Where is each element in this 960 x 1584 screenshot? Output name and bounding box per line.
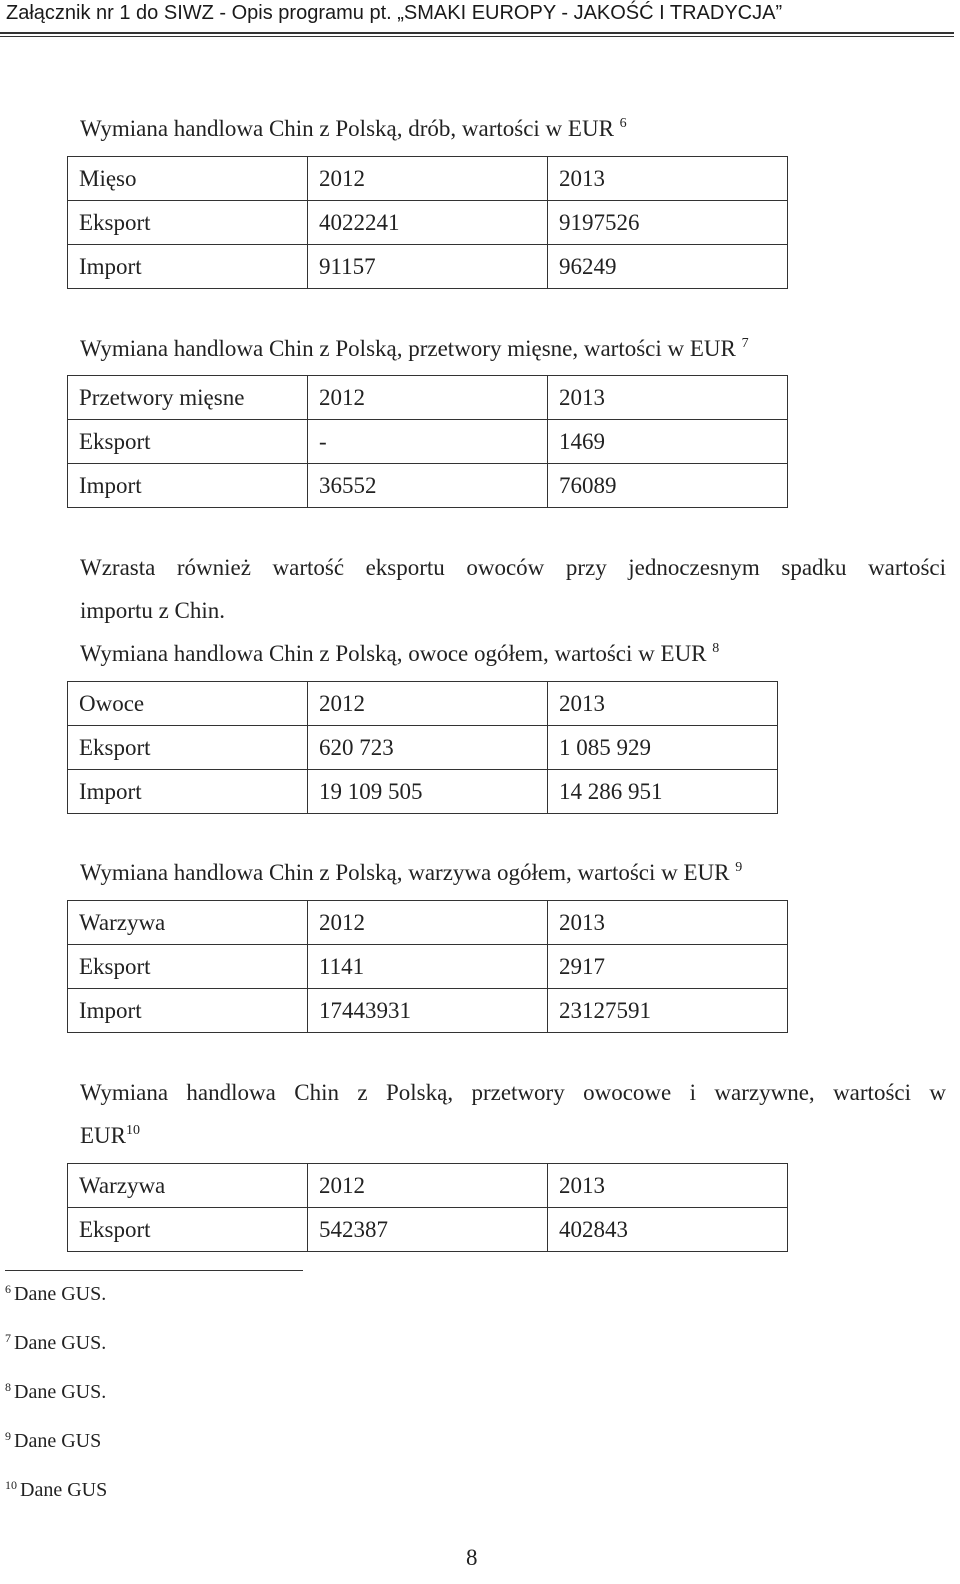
footnote — [5, 1380, 106, 1406]
header-title: Załącznik nr 1 do SIWZ - Opis programu pt. „SMAKI EUROPY - JAKOŚĆ I TRADYCJA” — [6, 2, 783, 24]
table-cell: 2013 — [548, 682, 778, 726]
footnote-text: Dane GUS — [20, 1479, 108, 1501]
table-cell: - — [308, 420, 548, 464]
table-caption-vegetables: Wymiana handlowa Chin z Polską, warzywa ogółem, wartości w EUR $^9$ — [80, 860, 743, 885]
table-cell: Import — [68, 770, 308, 814]
footnote-divider — [5, 1270, 303, 1271]
footnote-text: Dane GUS — [14, 1430, 102, 1452]
table-cell: Eksport — [68, 1208, 308, 1252]
footnote-number: 7 — [5, 1331, 11, 1345]
table-header-row — [68, 682, 778, 726]
table-row — [68, 945, 788, 989]
page-number: 8 — [466, 1545, 478, 1570]
table-caption-poultry: Wymiana handlowa Chin z Polską, drób, wartości w EUR $^6$ — [80, 116, 627, 141]
table-header-row — [68, 157, 788, 201]
table-cell: Import — [68, 989, 308, 1033]
table-row — [68, 770, 778, 814]
table-cell: 1141 — [308, 945, 548, 989]
table-cell: 96249 — [548, 245, 788, 289]
table-cell: Warzywa — [68, 1164, 308, 1208]
table-cell: 2012 — [308, 157, 548, 201]
table-cell: 402843 — [548, 1208, 788, 1252]
table-cell: 36552 — [308, 464, 548, 508]
table-caption-fruits: Wymiana handlowa Chin z Polską, owoce ogółem, wartości w EUR $^8$ — [80, 641, 720, 666]
table-row — [68, 464, 788, 508]
footnote-ref: 9 — [735, 860, 743, 875]
table-caption-meat-products: Wymiana handlowa Chin z Polską, przetwory mięsne, wartości w EUR $^7$ — [80, 336, 749, 361]
table-cell: Import — [68, 464, 308, 508]
table-cell: 2012 — [308, 376, 548, 420]
footnote — [5, 1478, 107, 1504]
table-row — [68, 989, 788, 1033]
table-cell: 2013 — [548, 1164, 788, 1208]
table-header-row — [68, 1164, 788, 1208]
table-cell: Owoce — [68, 682, 308, 726]
table-cell: 23127591 — [548, 989, 788, 1033]
caption-line: Wymiana handlowa Chin z Polską, przetwory owocowe i warzywne, wartości w — [80, 1080, 946, 1105]
paragraph-line: importu z Chin. — [80, 598, 226, 623]
footnote-number: 8 — [5, 1380, 11, 1394]
table-poultry — [67, 156, 788, 289]
table-row — [68, 1208, 788, 1252]
table-cell: 19 109 505 — [308, 770, 548, 814]
table-cell: 9197526 — [548, 201, 788, 245]
table-cell: 2012 — [308, 1164, 548, 1208]
document-header — [6, 0, 954, 36]
table-cell: 14 286 951 — [548, 770, 778, 814]
table-cell: Warzywa — [68, 901, 308, 945]
table-cell: 17443931 — [308, 989, 548, 1033]
table-cell: Mięso — [68, 157, 308, 201]
table-cell: Eksport — [68, 726, 308, 770]
table-cell: 4022241 — [308, 201, 548, 245]
table-cell: 620 723 — [308, 726, 548, 770]
footnote-text: Dane GUS. — [14, 1283, 107, 1305]
footnote-ref: 8 — [712, 641, 720, 656]
table-row — [68, 726, 778, 770]
table-cell: 2013 — [548, 157, 788, 201]
table-cell: 542387 — [308, 1208, 548, 1252]
table-row — [68, 201, 788, 245]
footnote-number: 6 — [5, 1282, 11, 1296]
table-cell: Przetwory mięsne — [68, 376, 308, 420]
footnote-ref: 7 — [741, 336, 749, 351]
table-processed-fruit-veg — [67, 1163, 788, 1252]
footnote-number: 9 — [5, 1429, 11, 1443]
table-cell: 2012 — [308, 682, 548, 726]
table-cell: 1 085 929 — [548, 726, 778, 770]
footnote-text: Dane GUS. — [14, 1381, 107, 1403]
footnote-ref: 6 — [619, 116, 627, 131]
table-cell: Eksport — [68, 201, 308, 245]
footnote — [5, 1282, 106, 1308]
footnote — [5, 1331, 106, 1357]
footnote — [5, 1429, 101, 1455]
table-caption-processed-fruit-veg — [80, 1071, 946, 1161]
table-cell: 2012 — [308, 901, 548, 945]
table-cell: 2013 — [548, 376, 788, 420]
table-cell: 1469 — [548, 420, 788, 464]
table-cell: Eksport — [68, 420, 308, 464]
table-meat-products — [67, 375, 788, 508]
table-cell: Eksport — [68, 945, 308, 989]
table-row — [68, 245, 788, 289]
footnote-ref: 10 — [126, 1123, 140, 1138]
table-cell: 2013 — [548, 901, 788, 945]
table-cell: 76089 — [548, 464, 788, 508]
body-paragraph — [80, 546, 946, 632]
footnote-text: Dane GUS. — [14, 1332, 107, 1354]
table-header-row — [68, 901, 788, 945]
table-header-row — [68, 376, 788, 420]
footnote-number: 10 — [5, 1478, 17, 1492]
table-cell: 91157 — [308, 245, 548, 289]
table-fruits — [67, 681, 778, 814]
caption-line: EUR$^{10}$ — [80, 1123, 140, 1148]
header-divider — [0, 32, 954, 37]
table-row — [68, 420, 788, 464]
table-cell: 2917 — [548, 945, 788, 989]
table-cell: Import — [68, 245, 308, 289]
table-vegetables — [67, 900, 788, 1033]
paragraph-line: Wzrasta również wartość eksportu owoców przy jednoczesnym spadku wartości — [80, 555, 946, 580]
